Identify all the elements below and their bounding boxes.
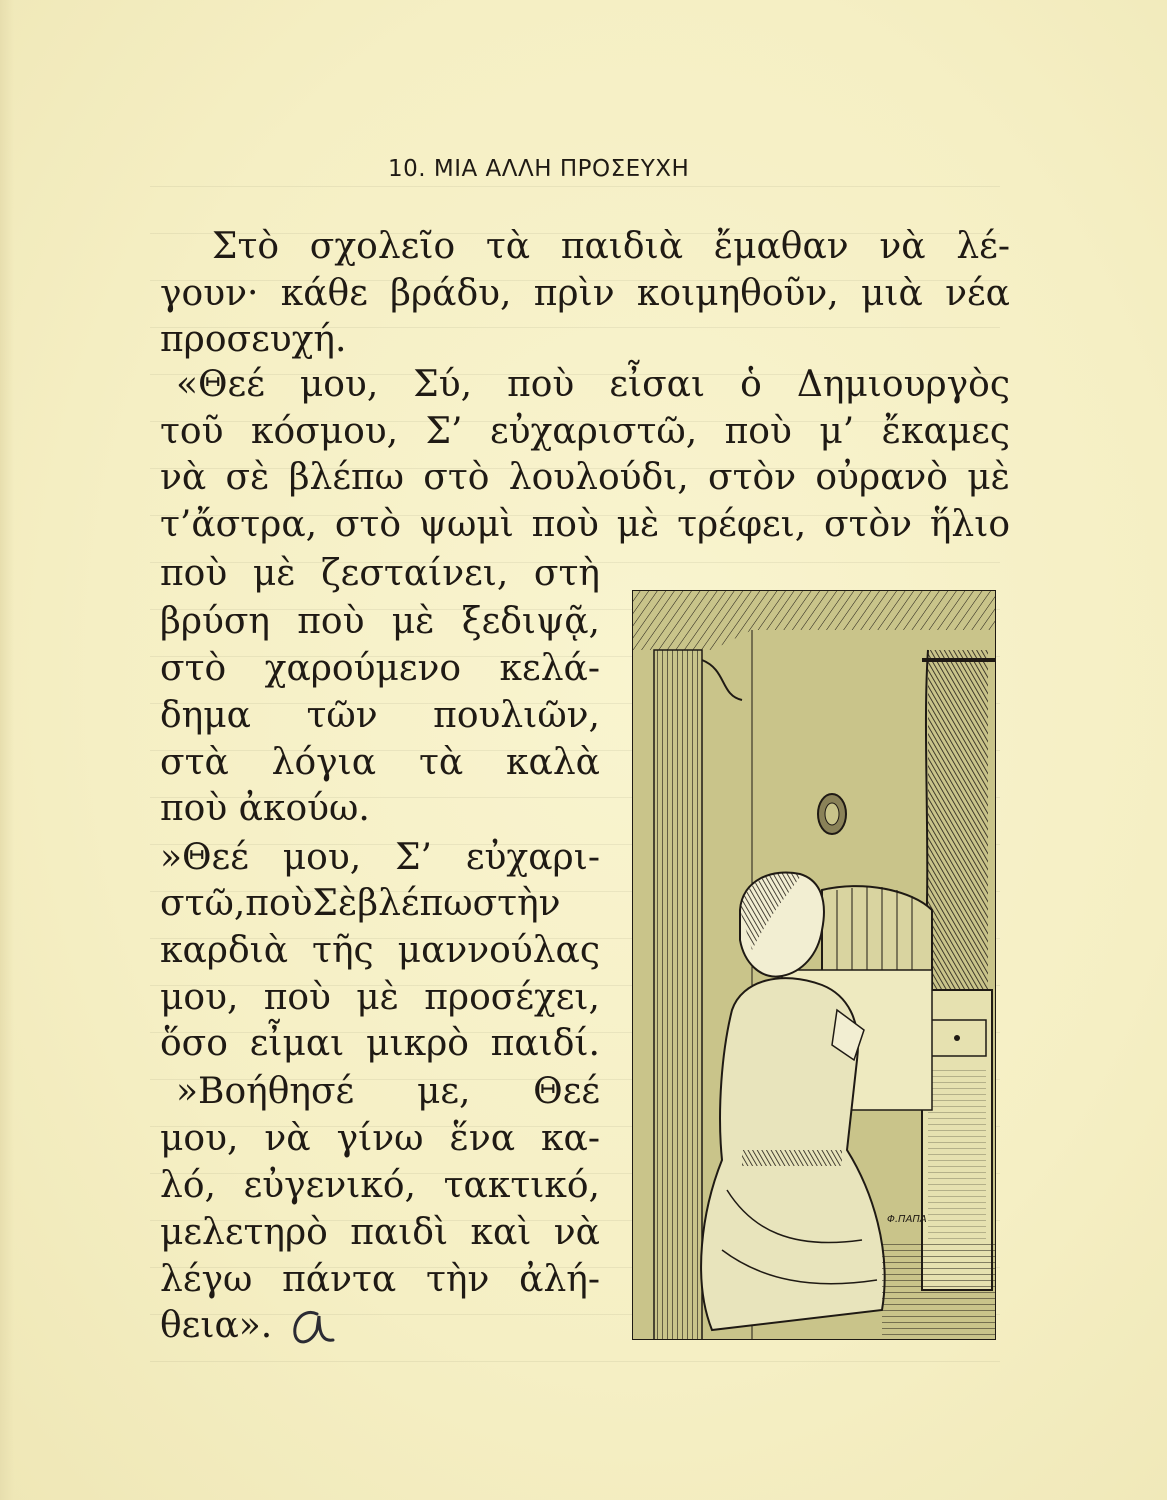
illustrator-signature: Φ.ΠΑΠΑ bbox=[887, 1214, 927, 1225]
text-line: «Θεέ μου, Σύ, ποὺ εἶσαι ὁ Δημιουργὸς bbox=[176, 364, 1010, 405]
text-line: λέγω πάντα τὴν ἀλή- bbox=[160, 1259, 600, 1300]
text-line: γουν· κάθε βράδυ, πρὶν κοιμηθοῦν, μιὰ νέα bbox=[160, 273, 1010, 314]
text-line: νὰ σὲ βλέπω στὸ λουλούδι, στὸν οὐρανὸ μὲ bbox=[160, 457, 1010, 498]
text-line: μου, ποὺ μὲ προσέχει, bbox=[160, 977, 600, 1018]
text-line: στὰ λόγια τὰ καλὰ bbox=[160, 742, 600, 783]
text-line: βρύση ποὺ μὲ ξεδιψᾷ, bbox=[160, 601, 600, 642]
text-line: »Βοήθησέ με, Θεέ bbox=[176, 1071, 600, 1112]
text-line: τ’ἄστρα, στὸ ψωμὶ ποὺ μὲ τρέφει, στὸν ἥλιο bbox=[160, 504, 1010, 545]
child-praying-illustration bbox=[632, 590, 996, 1340]
handwritten-a-mark bbox=[287, 1300, 341, 1356]
page-title: 10. ΜΙΑ ΑΛΛΗ ΠΡΟΣΕΥΧΗ bbox=[388, 156, 690, 182]
text-line: θεια». bbox=[160, 1305, 273, 1346]
text-line: στὸ χαρούμενο κελά- bbox=[160, 648, 600, 689]
text-line: καρδιὰ τῆς μαννούλας bbox=[160, 930, 600, 971]
text-line: ποὺ ἀκούω. bbox=[160, 788, 370, 829]
text-line: τοῦ κόσμου, Σ’ εὐχαριστῶ, ποὺ μ’ ἔκαμες bbox=[160, 411, 1010, 452]
text-line: μου, νὰ γίνω ἕνα κα- bbox=[160, 1118, 600, 1159]
text-line: μελετηρὸ παιδὶ καὶ νὰ bbox=[160, 1212, 600, 1253]
text-line: δημα τῶν πουλιῶν, bbox=[160, 695, 600, 736]
text-line: προσευχή. bbox=[160, 319, 347, 360]
text-line: »Θεέ μου, Σ’ εὐχαρι- bbox=[160, 837, 600, 878]
text-line: Στὸ σχολεῖο τὰ παιδιὰ ἔμαθαν νὰ λέ- bbox=[212, 226, 1010, 267]
text-line: στῶ,ποὺΣὲβλέπωστὴν bbox=[160, 883, 561, 924]
text-line: λό, εὐγενικό, τακτικό, bbox=[160, 1165, 600, 1206]
text-line: ποὺ μὲ ζεσταίνει, στὴ bbox=[160, 553, 600, 594]
page-edge bbox=[0, 0, 14, 1500]
text-line: ὅσο εἶμαι μικρὸ παιδί. bbox=[160, 1023, 600, 1064]
